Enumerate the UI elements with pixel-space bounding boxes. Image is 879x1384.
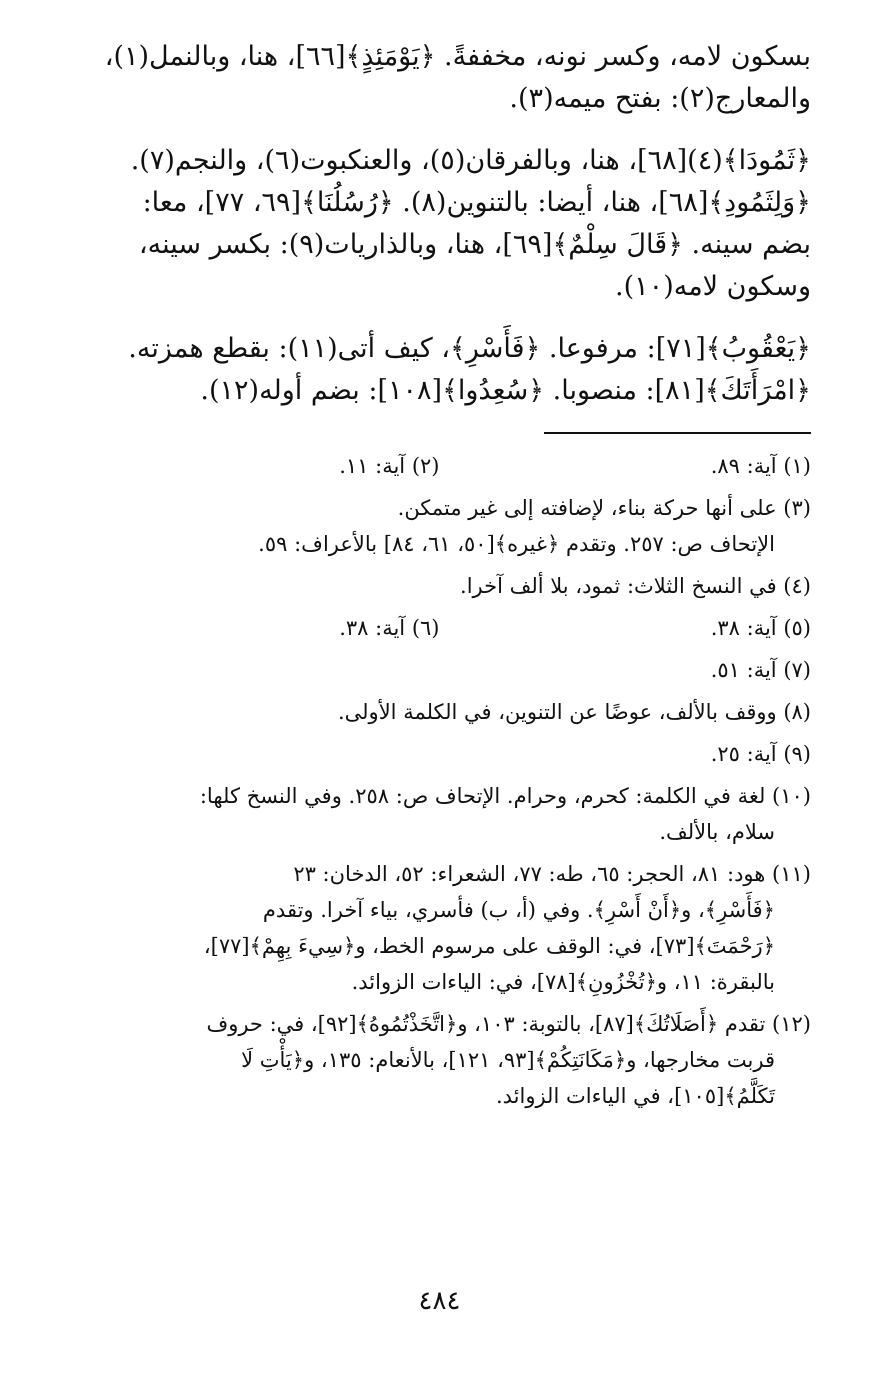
footnote-line: قربت مخارجها، و﴿مَكَانَتِكُمْ﴾[٩٣، ١٢١]، بالأنعام: ١٣٥، و﴿يَأْتِ لَا [241, 1048, 775, 1072]
main-paragraph-1 [68, 36, 811, 120]
text-line: ﴿يَعْقُوبُ﴾[٧١]: مرفوعا. ﴿فَأَسْرِ﴾، كيف أتى(١١): بقطع همزته. [128, 333, 811, 364]
footnote-line: (٩) آية: ٢٥. [710, 742, 811, 766]
footnote-6: (٦) آية: ٣٨. [339, 616, 440, 640]
footnote-line: بالبقرة: ١١، و﴿تُخْزُونِ﴾[٧٨]، في: الياءات الزوائد. [351, 970, 775, 994]
text-line: والمعارج(٢): بفتح ميمه(٣). [509, 83, 811, 114]
footnote-3 [68, 490, 811, 562]
footnote-line: الإتحاف ص: ٢٥٧. وتقدم ﴿غيره﴾[٥٠، ٦١، ٨٤] بالأعراف: ٥٩. [258, 532, 775, 556]
text-line: ﴿وَلِثَمُودِ﴾[٦٨]، هنا، أيضا: بالتنوين(٨). ﴿رُسُلُنَا﴾[٦٩، ٧٧]، معا: [142, 187, 811, 218]
footnote-separator [544, 432, 811, 434]
footnote-line: (٧) آية: ٥١. [710, 658, 811, 682]
footnote-10 [68, 778, 811, 850]
footnote-5: (٥) آية: ٣٨. [710, 616, 811, 640]
footnote-line: (٤) في النسخ الثلاث: ثمود، بلا ألف آخرا. [460, 574, 811, 598]
footnote-4 [68, 568, 811, 604]
footnote-line: تَكَلَّمُ﴾[١٠٥]، في الياءات الزوائد. [495, 1084, 775, 1108]
page-number: ٤٨٤ [418, 1286, 461, 1316]
text-line: وسكون لامه(١٠). [615, 271, 811, 302]
footnote-line: (٣) على أنها حركة بناء، لإضافته إلى غير متمكن. [397, 496, 811, 520]
text-line: بضم سينه. ﴿قَالَ سِلْمٌ﴾[٦٩]، هنا، وبالذاريات(٩): بكسر سينه، [138, 229, 811, 260]
footnote-line: ﴿رَحْمَتَ﴾[٧٣]، في: الوقف على مرسوم الخط، و﴿سِيءَ بِهِمْ﴾[٧٧]، [203, 934, 775, 958]
main-paragraph-3 [68, 328, 811, 412]
footnote-1: (١) آية: ٨٩. [710, 454, 811, 478]
footnote-2: (٢) آية: ١١. [339, 454, 440, 478]
footnote-line: (١٢) تقدم ﴿أَصَلَاتُكَ﴾[٨٧]، بالتوبة: ١٠٣، و﴿اتَّخَذْتُمُوهُ﴾[٩٢]، في: حروف [206, 1012, 811, 1036]
footnote-11 [68, 856, 811, 1000]
text-line: ﴿ثَمُودَا﴾(٤)[٦٨]، هنا، وبالفرقان(٥)، والعنكبوت(٦)، والنجم(٧). [130, 145, 811, 176]
footnote-pair [68, 610, 811, 646]
footnotes [68, 448, 811, 1114]
footnote-pair [68, 448, 811, 484]
footnote-line: (١٠) لغة في الكلمة: كحرم، وحرام. الإتحاف ص: ٢٥٨. وفي النسخ كلها: [199, 784, 811, 808]
footnote-line: ﴿فَأَسْرِ﴾، و﴿أَنْ أَسْرِ﴾. وفي (أ، ب) فأسري، بياء آخرا. وتقدم [262, 898, 775, 922]
footnote-7 [68, 652, 811, 688]
text-line: بسكون لامه، وكسر نونه، مخففةً. ﴿يَوْمَئِذٍ﴾[٦٦]، هنا، وبالنمل(١)، [104, 41, 811, 72]
text-line: ﴿امْرَأَتَكَ﴾[٨١]: منصوبا. ﴿سُعِدُوا﴾[١٠٨]: بضم أوله(١٢). [200, 375, 811, 406]
footnote-line: (٨) ووقف بالألف، عوضًا عن التنوين، في الكلمة الأولى. [337, 700, 811, 724]
footnote-line: (١١) هود: ٨١، الحجر: ٦٥، طه: ٧٧، الشعراء: ٥٢، الدخان: ٢٣ [293, 862, 811, 886]
footnote-12 [68, 1006, 811, 1114]
main-text [68, 36, 811, 412]
main-paragraph-2 [68, 140, 811, 308]
footnote-line: سلام، بالألف. [659, 820, 775, 844]
footnote-8 [68, 694, 811, 730]
footnote-9 [68, 736, 811, 772]
